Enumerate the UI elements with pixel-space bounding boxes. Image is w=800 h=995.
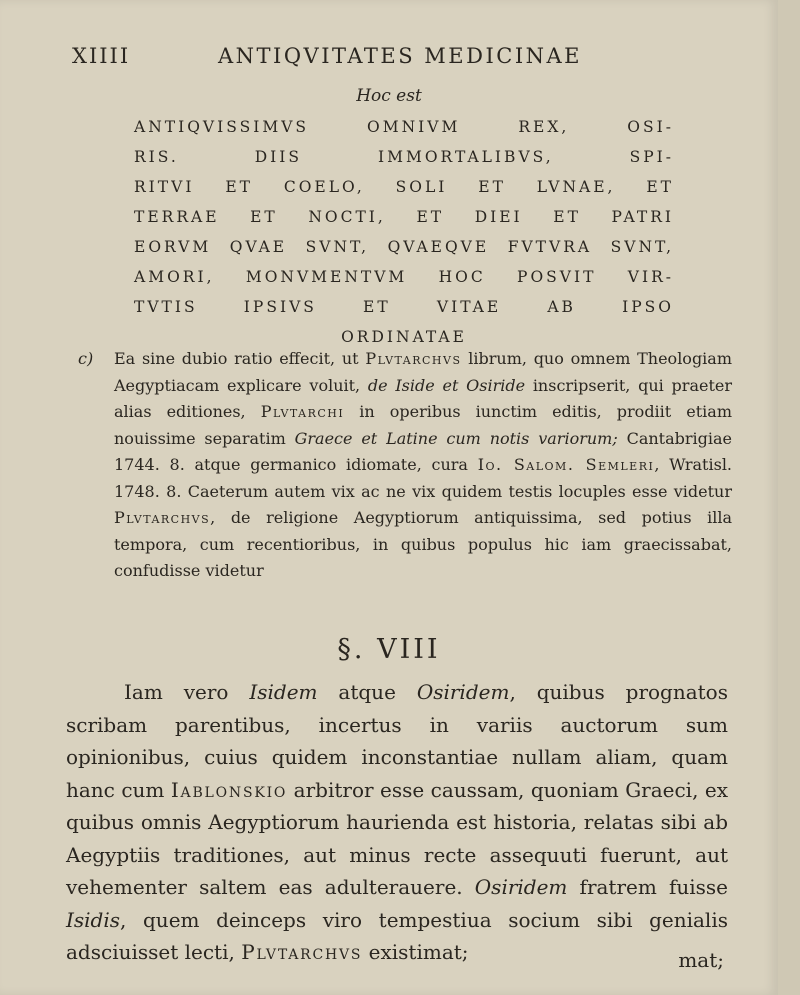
note-editor: Io. Salom. Semleri [477,455,655,474]
running-title: ANTIQVITATES MEDICINAE [218,44,582,68]
footnote-marker: c) [78,349,94,368]
body-author: Iablonskio [170,777,288,802]
note-text: in operibus iunctim editis, prodiit etiam nouissime separatim [114,402,732,448]
note-author: Plvtarchvs [365,349,462,368]
body-text: , quem deinceps viro tempestiua socium sibi genialis adsciuisset lecti, [66,907,728,964]
inscription-line: EORVM QVAE SVNT, QVAEQVE FVTVRA SVNT, [134,238,674,256]
body-name: Isidem [249,680,318,704]
page-number: XIIII [72,44,131,68]
body-text: , quibus prognatos scribam parentibus, incertus in variis auctorum sum opinionibus, cuius quidem inconstantiae nullam aliam, quam hanc cum [66,680,728,802]
inscription-block [134,112,674,352]
inscription-line: TERRAE ET NOCTI, ET DIEI ET PATRI [134,208,674,226]
body-text: atque [317,680,417,704]
body-text: existimat; [362,940,469,964]
body-text: Iam vero [124,680,250,704]
note-edition: Graece et Latine cum notis variorum; [294,428,618,448]
inscription-line: RITVI ET COELO, SOLI ET LVNAE, ET [134,178,674,196]
catchword: mat; [678,948,724,972]
body-text: arbitror esse caussam, quoniam Graeci, ex quibus omnis Aegyptiorum haurienda est historia, relatas sibi ab Aegyptiis traditiones, aut minus recte assequuti fuerunt, aut vehementer saltem eas adulterauere. [66,777,728,899]
note-text: inscripserit, qui praeter alias editiones, [114,375,733,421]
note-text: Cantabrigiae 1744. 8. atque germanico idiomate, cura [114,428,733,474]
hoc-est-heading: Hoc est [356,86,422,106]
body-name: Osiridem [416,680,510,704]
body-name: Osiridem [474,875,568,899]
inscription-line: TVTIS IPSIVS ET VITAE AB IPSO [134,298,674,316]
body-text: fratrem fuisse [567,875,728,899]
inscription-line: AMORI, MONVMENTVM HOC POSVIT VIR- [134,268,674,286]
section-heading: §. VIII [337,634,441,665]
note-book-title: de Iside et Osiride [367,375,526,395]
body-name: Isidis [66,907,121,932]
note-author: Plvtarchvs [114,508,211,527]
body-author: Plvtarchvs [241,940,363,964]
body-paragraph [66,676,728,969]
footnote-c [78,346,733,585]
inscription-line: RIS. DIIS IMMORTALIBVS, SPI- [134,148,674,166]
note-text: Ea sine dubio ratio effecit, ut [114,349,366,368]
inscription-line: ANTIQVISSIMVS OMNIVM REX, OSI- [134,118,674,136]
note-text: , Wratisl. 1748. 8. Caeterum autem vix ac ne vix quidem testis locuples esse videtur [114,455,733,501]
inscription-line: ORDINATAE [341,328,467,346]
note-text: , de religione Aegyptiorum antiquissima, sed potius illa tempora, cum recentioribus, in quibus populus hic iam graecissabat, confudisse videtur [114,508,732,580]
note-author: Plvtarchi [260,402,345,421]
note-text: librum, quo omnem Theologiam Aegyptiacam explicare voluit, [114,349,733,395]
